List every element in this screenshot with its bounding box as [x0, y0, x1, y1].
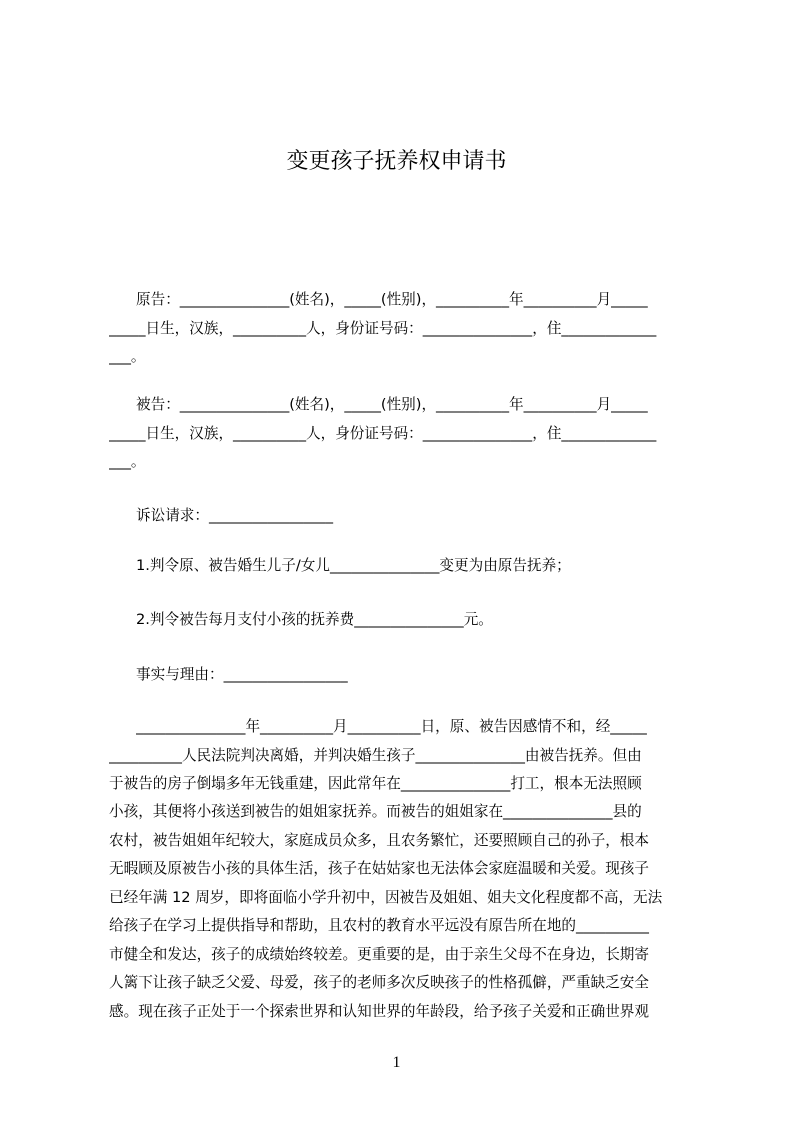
- facts-line: 市健全和发达，孩子的成绩始终较差。更重要的是，由于亲生父母不在身边，长期寄: [109, 946, 649, 963]
- facts-line: 农村，被告姐姐年纪较大，家庭成员众多，且农务繁忙，还要照顾自己的孙子，根本: [109, 832, 649, 849]
- plaintiff-line: _____日生，汉族，__________人，身份证号码：_______________，住_____________: [109, 320, 657, 337]
- facts-line: 无暇顾及原被告小孩的具体生活，孩子在姑姑家也无法体会家庭温暖和关爱。现孩子: [109, 860, 649, 877]
- claim-2: 2.判令被告每月支付小孩的抚养费_______________元。: [136, 611, 493, 628]
- facts-line: __________人民法院判决离婚，并判决婚生孩子_______________由被告抚养。但由: [109, 747, 642, 764]
- defendant-line: 被告：_______________(姓名)，_____(性别)，__________年__________月_____: [136, 396, 648, 413]
- facts-line: _______________年__________月__________日，原、被告因感情不和，经_____: [136, 718, 647, 735]
- claim-1: 1.判令原、被告婚生儿子/女儿_______________变更为由原告抚养；: [136, 557, 571, 574]
- facts-line: 感。现在孩子正处于一个探索世界和认知世界的年龄段，给予孩子关爱和正确世界观: [109, 1003, 649, 1020]
- defendant-line: ___。: [109, 453, 146, 470]
- facts-line: 给孩子在学习上提供指导和帮助，且农村的教育水平远没有原告所在地的__________: [109, 917, 649, 934]
- facts-line: 小孩，其便将小孩送到被告的姐姐家抚养。而被告的姐姐家在_______________县的: [109, 803, 642, 820]
- facts-line: 已经年满 12 周岁，即将面临小学升初中，因被告及姐姐、姐夫文化程度都不高，无法: [109, 889, 663, 906]
- plaintiff-line: ___。: [109, 348, 146, 365]
- document-title: 变更孩子抚养权申请书: [286, 149, 507, 174]
- plaintiff-line: 原告：_______________(姓名)，_____(性别)，__________年__________月_____: [136, 291, 648, 308]
- defendant-line: _____日生，汉族，__________人，身份证号码：_______________，住_____________: [109, 425, 657, 442]
- facts-line: 人篱下让孩子缺乏父爱、母爱，孩子的老师多次反映孩子的性格孤僻，严重缺乏安全: [109, 974, 649, 991]
- page-number: 1: [392, 1054, 401, 1071]
- facts-line: 于被告的房子倒塌多年无钱重建，因此常年在_______________打工，根本无法照顾: [109, 775, 642, 792]
- claims-label: 诉讼请求：_________________: [136, 507, 334, 524]
- facts-label: 事实与理由：_________________: [136, 666, 348, 683]
